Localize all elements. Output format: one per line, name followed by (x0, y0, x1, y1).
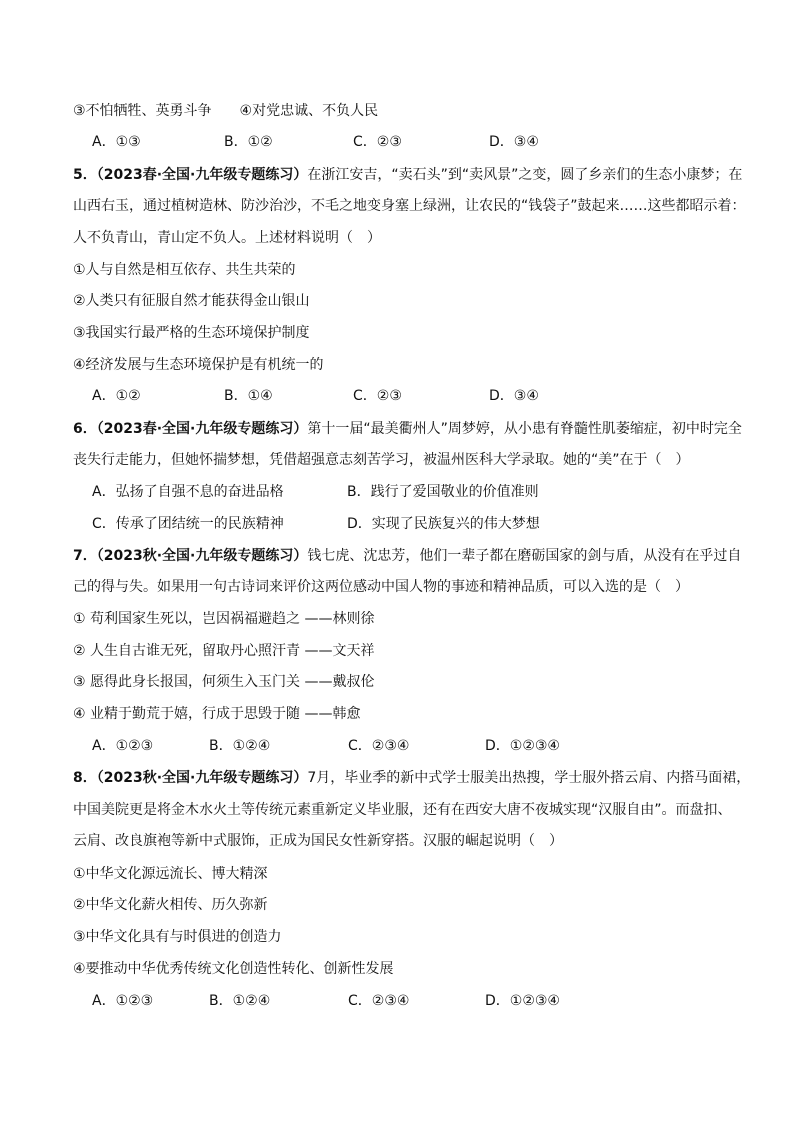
q6-source: （2023春·全国·九年级专题练习） (96, 421, 308, 437)
q8-option-a[interactable]: A．①②③ (92, 993, 154, 1009)
q8-option-c[interactable]: C．②③④ (348, 993, 410, 1009)
q6-option-d[interactable]: D．实现了民族复兴的伟大梦想 (347, 516, 540, 532)
q8-option-b[interactable]: B．①②④ (209, 993, 271, 1009)
q5-stem-text-1: 在浙江安吉，“卖石头”到“卖风景”之变，圆了乡亲们的生态小康梦；在 (307, 167, 743, 183)
q7-stem-text-1: 钱七虎、沈忠芳，他们一辈子都在磨砺国家的剑与盾，从没有在乎过自 (307, 548, 742, 564)
q7-option-d[interactable]: D．①②③④ (485, 738, 560, 754)
q7-number: 7． (73, 548, 97, 564)
q6-stem-line-2: 丧失行走能力，但她怀揣梦想，凭借超强意志刻苦学习，被温州医科大学录取。她的“美”在于（ ） (73, 452, 690, 468)
q5-option-d[interactable]: D．③④ (489, 388, 539, 404)
q8-item-3: ③中华文化具有与时俱进的创造力 (73, 929, 282, 945)
q8-stem-line-2: 中国美院更是将金木水火土等传统元素重新定义毕业服，还有在西安大唐不夜城实现“汉服自由”。而盘扣、 (73, 802, 732, 818)
q5-number: 5． (73, 167, 97, 183)
q8-item-2: ②中华文化薪火相传、历久弥新 (73, 897, 268, 913)
q7-item-4: ④ 业精于勤荒于嬉，行成于思毁于随 ——韩愈 (73, 706, 361, 722)
q8-source: （2023秋·全国·九年级专题练习） (96, 770, 308, 786)
q8-option-d[interactable]: D．①②③④ (485, 993, 560, 1009)
q5-item-2: ②人类只有征服自然才能获得金山银山 (73, 293, 310, 309)
q6-number: 6． (73, 421, 97, 437)
q5-option-a[interactable]: A．①② (92, 388, 141, 404)
q8-stem-line-3: 云肩、改良旗袍等新中式服饰，正成为国民女性新穿搭。汉服的崛起说明（ ） (73, 833, 563, 849)
q8-item-4: ④要推动中华优秀传统文化创造性转化、创新性发展 (73, 961, 394, 977)
q7-source: （2023秋·全国·九年级专题练习） (96, 548, 308, 564)
q5-item-3: ③我国实行最严格的生态环境保护制度 (73, 325, 310, 341)
q7-option-a[interactable]: A．①②③ (92, 738, 154, 754)
q5-item-4: ④经济发展与生态环境保护是有机统一的 (73, 357, 324, 373)
q7-item-3: ③ 愿得此身长报国，何须生入玉门关 ——戴叔伦 (73, 674, 375, 690)
q5-stem-line-1 (73, 165, 742, 185)
q7-option-b[interactable]: B．①②④ (209, 738, 271, 754)
q5-option-b[interactable]: B．①④ (224, 388, 273, 404)
q5-item-1: ①人与自然是相互依存、共生共荣的 (73, 262, 296, 278)
q5-option-c[interactable]: C．②③ (353, 388, 402, 404)
q7-stem-line-2: 己的得与失。如果用一句古诗词来评价这两位感动中国人物的事迹和精神品质，可以入选的是（ ） (73, 579, 689, 595)
q4-option-c[interactable]: C．②③ (353, 134, 402, 150)
q6-stem-text-1: 第十一届“最美衢州人”周梦婷，从小患有脊髓性肌萎缩症，初中时完全 (307, 421, 742, 437)
q4-option-d[interactable]: D．③④ (489, 134, 539, 150)
q5-source: （2023春·全国·九年级专题练习） (96, 167, 308, 183)
q7-item-1: ① 苟利国家生死以，岂因祸福避趋之 ——林则徐 (73, 611, 375, 627)
q7-item-2: ② 人生自古谁无死，留取丹心照汗青 ——文天祥 (73, 643, 375, 659)
q5-stem-line-3: 人不负青山，青山定不负人。上述材料说明（ ） (73, 230, 381, 246)
q6-option-b[interactable]: B．践行了爱国敬业的价值准则 (347, 484, 539, 500)
q8-number: 8． (73, 770, 97, 786)
q8-stem-line-1 (73, 768, 750, 788)
q4-option-b[interactable]: B．①② (224, 134, 273, 150)
q5-stem-line-2: 山西右玉，通过植树造林、防沙治沙，不毛之地变身塞上绿洲，让农民的“钱袋子”鼓起来……这些都昭示着： (73, 198, 746, 214)
q8-stem-text-1: 7月，毕业季的新中式学士服美出热搜，学士服外搭云肩、内搭马面裙， (307, 770, 751, 786)
q4-tail-line: ③不怕牺牲、英勇斗争 ④对党忠诚、不负人民 (73, 103, 379, 119)
q6-option-c[interactable]: C．传承了团结统一的民族精神 (92, 516, 284, 532)
q7-stem-line-1 (73, 546, 741, 566)
q8-item-1: ①中华文化源远流长、博大精深 (73, 866, 268, 882)
q4-option-a[interactable]: A．①③ (92, 134, 141, 150)
q7-option-c[interactable]: C．②③④ (348, 738, 410, 754)
q6-option-a[interactable]: A．弘扬了自强不息的奋进品格 (92, 484, 284, 500)
q6-stem-line-1 (73, 419, 742, 439)
